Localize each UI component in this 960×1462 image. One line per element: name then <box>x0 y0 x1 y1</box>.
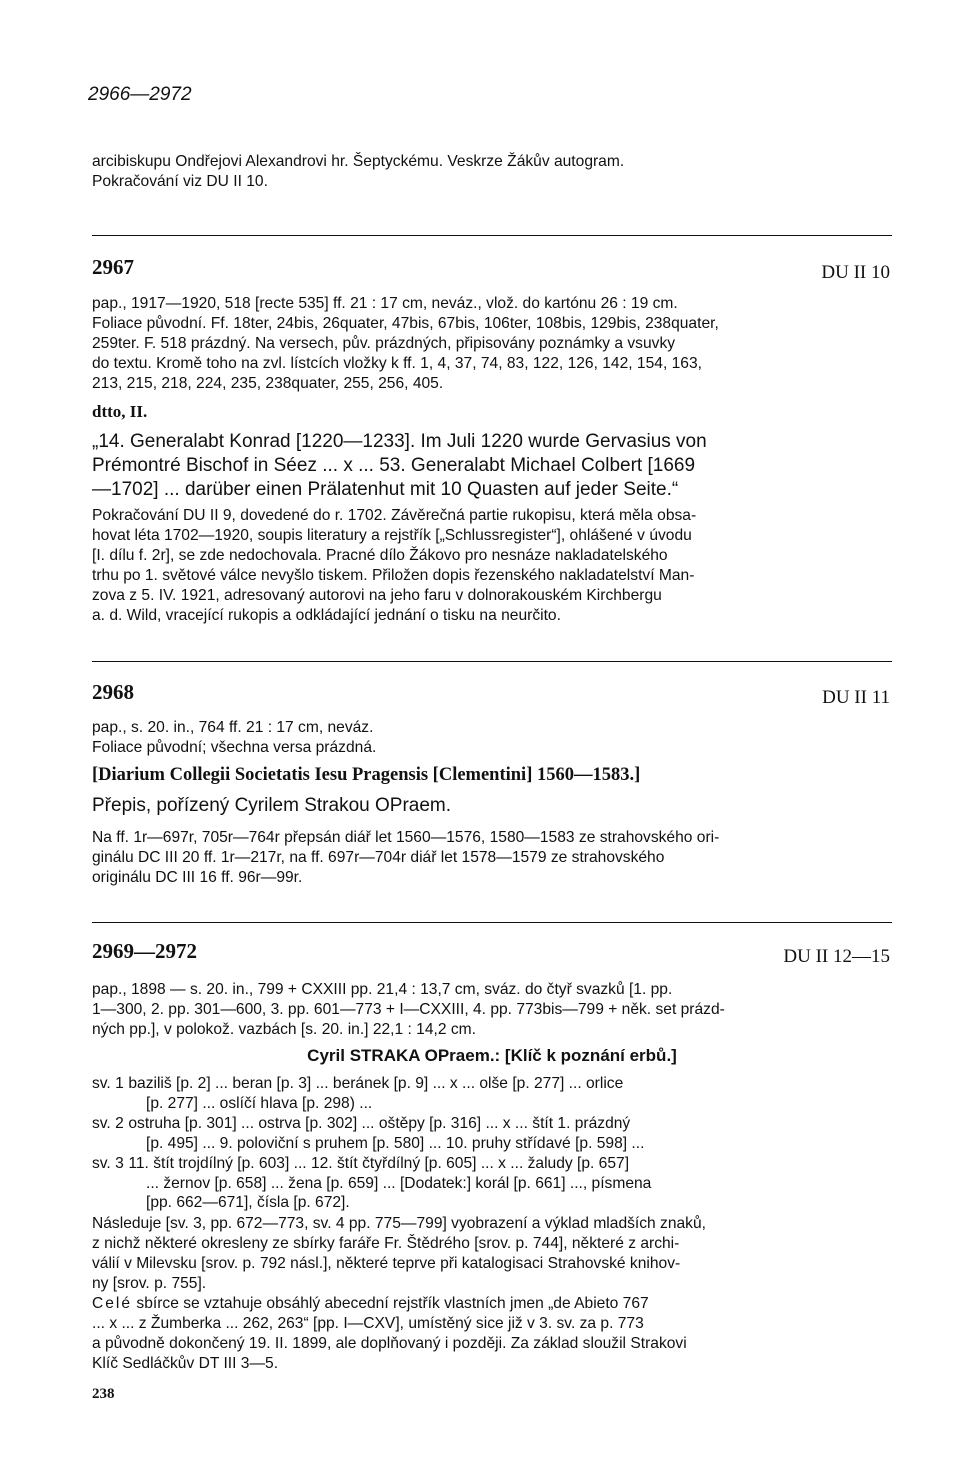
divider <box>92 235 892 236</box>
desc-line: 1—300, 2. pp. 301—600, 3. pp. 601—773 + I—CXXIII, 4. pp. 773bis—799 + něk. set prázd- <box>92 1001 725 1018</box>
note-text: sbírce se vztahuje obsáhlý abecední rejstřík vlastních jmen „de Abieto 767 <box>132 1295 649 1312</box>
desc-line: pap., s. 20. in., 764 ff. 21 : 17 cm, neváz. <box>92 719 374 736</box>
volume-label: sv. 3 <box>92 1155 124 1172</box>
entry-number: 2967 <box>92 255 134 279</box>
desc-line: 213, 215, 218, 224, 235, 238quater, 255, 256, 405. <box>92 375 444 392</box>
note-line: válií v Milevsku [srov. p. 792 násl.], některé teprve při katalogisaci Strahovské knihov- <box>92 1255 681 1272</box>
note-line: Pokračování DU II 9, dovedené do r. 1702. Závěrečná partie rukopisu, která měla obsa- <box>92 507 697 524</box>
divider <box>92 922 892 923</box>
entry-signature: DU II 10 <box>821 262 890 283</box>
note-line: trhu po 1. světové válce nevyšlo tiskem. Přiložen dopis řezenského nakladatelství Man- <box>92 567 695 584</box>
volume-text: [pp. 662—671], čísla [p. 672]. <box>146 1194 350 1211</box>
note-line: zova z 5. IV. 1921, adresovaný autorovi na jeho faru v dolnorakouském Kirchbergu <box>92 587 662 604</box>
desc-line: ných pp.], v polokož. vazbách [s. 20. in.] 22,1 : 14,2 cm. <box>92 1021 476 1038</box>
volume-label: sv. 2 <box>92 1115 124 1132</box>
desc-line: do textu. Kromě toho na zvl. lístcích vložky k ff. 1, 4, 37, 74, 83, 122, 126, 142, 154, 163, <box>92 355 702 372</box>
note-line: ginálu DC III 20 ff. 1r—217r, na ff. 697r—704r diář let 1578—1579 ze strahovského <box>92 849 665 866</box>
quote-line: „14. Generalabt Konrad [1220—1233]. Im Juli 1220 wurde Gervasius von <box>92 431 707 452</box>
note-line <box>92 1294 892 1314</box>
note-line: originálu DC III 16 ff. 96r—99r. <box>92 869 303 886</box>
volume-text: [p. 495] ... 9. poloviční s pruhem [p. 580] ... 10. pruhy střídavé [p. 598] ... <box>146 1134 645 1152</box>
volume-text: ostruha [p. 301] ... ostrva [p. 302] ... oštěpy [p. 316] ... x ... štít 1. prázdný <box>128 1115 631 1132</box>
volume-entry <box>92 1114 892 1153</box>
page-number: 238 <box>92 1386 115 1402</box>
note-line: a. d. Wild, vracející rukopis a odkládající jednání o tisku na neurčito. <box>92 607 561 624</box>
desc-line: pap., 1898 — s. 20. in., 799 + CXXIII pp. 21,4 : 13,7 cm, sváz. do čtyř svazků [1. pp. <box>92 981 673 998</box>
note-line: Klíč Sedláčkův DT III 3—5. <box>92 1355 279 1372</box>
entry-signature: DU II 12—15 <box>783 946 890 967</box>
volume-text: ... žernov [p. 658] ... žena [p. 659] ... [Dodatek:] korál [p. 661] ..., písmena <box>146 1174 652 1192</box>
continuation-line-2: Pokračování viz DU II 10. <box>92 173 268 190</box>
entry-number: 2969—2972 <box>92 939 197 963</box>
entry-title: Cyril STRAKA OPraem.: [Klíč k poznání erbů.] <box>307 1046 677 1065</box>
entry-signature: DU II 11 <box>822 687 890 708</box>
entry-title: [Diarium Collegii Societatis Iesu Pragensis [Clementini] 1560—1583.] <box>92 765 641 785</box>
desc-line: Foliace původní. Ff. 18ter, 24bis, 26quater, 47bis, 67bis, 106ter, 108bis, 129bis, 238quater, <box>92 315 719 332</box>
note-line: Následuje [sv. 3, pp. 672—773, sv. 4 pp. 775—799] vyobrazení a výklad mladších znaků, <box>92 1215 706 1232</box>
volume-text: 11. štít trojdílný [p. 603] ... 12. štít čtyřdílný [p. 605] ... x ... žaludy [p. 657] <box>128 1155 630 1172</box>
volume-entry <box>92 1154 892 1213</box>
dtto-label: dtto, II. <box>92 402 148 421</box>
desc-line: Foliace původní; všechna versa prázdná. <box>92 739 377 756</box>
volume-label: sv. 1 <box>92 1075 124 1092</box>
quote-line: —1702] ... darüber einen Prälatenhut mit 10 Quasten auf jeder Seite.“ <box>92 479 679 500</box>
entry-number: 2968 <box>92 680 134 704</box>
divider <box>92 661 892 662</box>
note-line: [I. dílu f. 2r], se zde nedochovala. Pracné dílo Žákovo pro nesnáze nakladatelského <box>92 547 668 564</box>
desc-line: pap., 1917—1920, 518 [recte 535] ff. 21 : 17 cm, neváz., vlož. do kartónu 26 : 19 cm. <box>92 295 678 312</box>
continuation-line-1: arcibiskupu Ondřejovi Alexandrovi hr. Šeptyckému. Veskrze Žákův autogram. <box>92 153 625 170</box>
note-line: ny [srov. p. 755]. <box>92 1275 207 1292</box>
quote-line: Prémontré Bischof in Séez ... x ... 53. Generalabt Michael Colbert [1669 <box>92 455 696 476</box>
spaced-word: Celé <box>92 1295 133 1312</box>
note-line: ... x ... z Žumberka ... 262, 263“ [pp. I—CXV], umístěný sice již v 3. sv. za p. 773 <box>92 1315 644 1332</box>
entry-subtitle: Přepis, pořízený Cyrilem Strakou OPraem. <box>92 795 452 816</box>
volume-text: baziliš [p. 2] ... beran [p. 3] ... beránek [p. 9] ... x ... olše [p. 277] ... orlice <box>128 1075 624 1092</box>
running-header: 2966—2972 <box>88 84 192 105</box>
note-line: a původně dokončený 19. II. 1899, ale doplňovaný i později. Za základ sloužil Strakovi <box>92 1335 687 1352</box>
note-line: z nichž některé okresleny ze sbírky faráře Fr. Štědrého [srov. p. 744], některé z archi- <box>92 1235 680 1252</box>
volume-text: [p. 277] ... oslíčí hlava [p. 298) ... <box>146 1094 373 1112</box>
desc-line: 259ter. F. 518 prázdný. Na versech, pův. prázdných, připisovány poznámky a vsuvky <box>92 335 676 352</box>
volume-entry <box>92 1074 892 1113</box>
note-line: hovat léta 1702—1920, soupis literatury a rejstřík [„Schlussregister“], ohlášené v úvodu <box>92 527 692 544</box>
note-line: Na ff. 1r—697r, 705r—764r přepsán diář let 1560—1576, 1580—1583 ze strahovského ori- <box>92 829 720 846</box>
